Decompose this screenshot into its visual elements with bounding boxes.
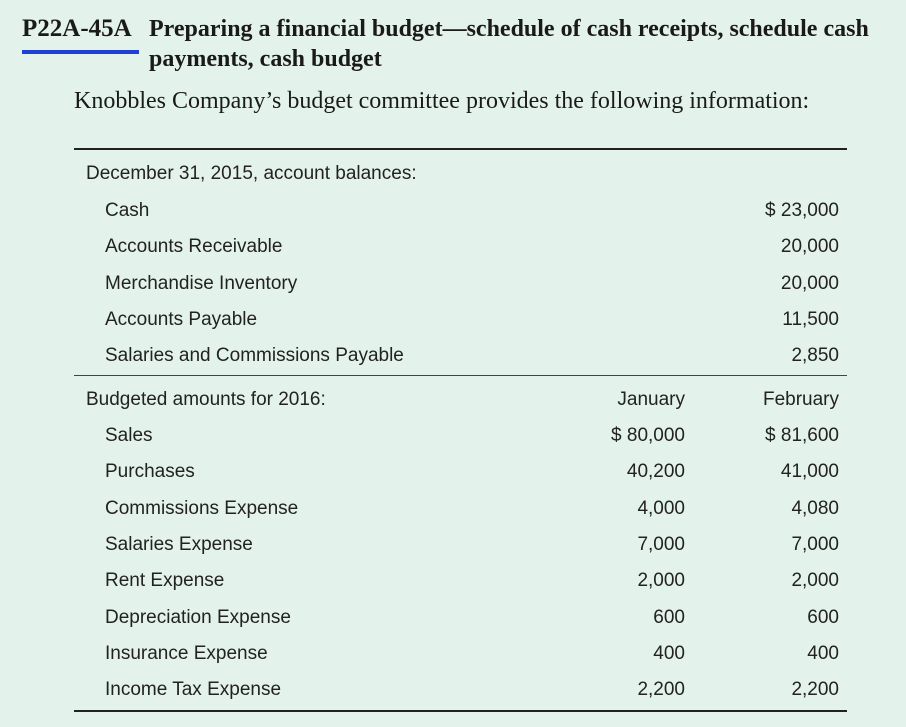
column-headers xyxy=(105,388,839,412)
row-label: Cash xyxy=(105,200,150,221)
row-label: Accounts Receivable xyxy=(105,236,283,257)
table-row xyxy=(105,569,839,593)
january-value: 400 xyxy=(653,643,685,664)
january-value: 4,000 xyxy=(637,498,685,519)
budget-section-label: Budgeted amounts for 2016: xyxy=(86,389,326,410)
january-value: 2,200 xyxy=(637,679,685,700)
table-row xyxy=(105,308,839,332)
table-row xyxy=(105,497,839,521)
row-label: Insurance Expense xyxy=(105,643,268,664)
table-row xyxy=(105,678,839,702)
february-value: $ 81,600 xyxy=(765,425,839,446)
table-row xyxy=(105,642,839,666)
row-value: 2,850 xyxy=(791,345,839,366)
table-row xyxy=(105,606,839,630)
january-value: $ 80,000 xyxy=(611,425,685,446)
table-row xyxy=(105,272,839,296)
row-value: 20,000 xyxy=(780,273,839,294)
table-row xyxy=(105,199,839,223)
table-row xyxy=(105,235,839,259)
table-row xyxy=(105,460,839,484)
row-value: $ 23,000 xyxy=(765,200,839,221)
row-label: Merchandise Inventory xyxy=(105,273,298,294)
row-label: Accounts Payable xyxy=(105,309,258,330)
february-value: 4,080 xyxy=(791,498,839,519)
row-label: Sales xyxy=(105,425,153,446)
january-value: 2,000 xyxy=(637,570,685,591)
february-value: 400 xyxy=(807,643,839,664)
row-value: 11,500 xyxy=(782,309,839,330)
table-row xyxy=(105,344,839,368)
table-row xyxy=(105,533,839,557)
table-top-rule xyxy=(74,148,847,150)
problem-title: Preparing a financial budget—schedule of cash receipts, schedule cash payments, cash budget xyxy=(149,16,869,72)
february-value: 2,000 xyxy=(791,570,839,591)
january-value: 40,200 xyxy=(626,461,685,482)
row-label: Depreciation Expense xyxy=(105,607,291,628)
row-label: Rent Expense xyxy=(105,570,225,591)
column-header-february: February xyxy=(762,389,839,410)
balances-section-label: December 31, 2015, account balances: xyxy=(86,163,417,184)
row-label: Purchases xyxy=(105,461,195,482)
february-value: 600 xyxy=(807,607,839,628)
problem-id: P22A-45A xyxy=(22,15,132,42)
row-label: Salaries and Commissions Payable xyxy=(105,345,404,366)
table-bottom-rule xyxy=(74,710,847,712)
row-label: Income Tax Expense xyxy=(105,679,282,700)
table-row xyxy=(105,424,839,448)
intro-text: Knobbles Company’s budget committee provides the following information: xyxy=(74,88,810,114)
row-label: Salaries Expense xyxy=(105,534,253,555)
february-value: 7,000 xyxy=(791,534,839,555)
january-value: 600 xyxy=(653,607,685,628)
problem-id-underline xyxy=(22,50,139,54)
row-label: Commissions Expense xyxy=(105,498,299,519)
section-divider xyxy=(74,375,847,376)
february-value: 2,200 xyxy=(791,679,839,700)
row-value: 20,000 xyxy=(780,236,839,257)
january-value: 7,000 xyxy=(637,534,685,555)
february-value: 41,000 xyxy=(780,461,839,482)
column-header-january: January xyxy=(617,389,685,410)
